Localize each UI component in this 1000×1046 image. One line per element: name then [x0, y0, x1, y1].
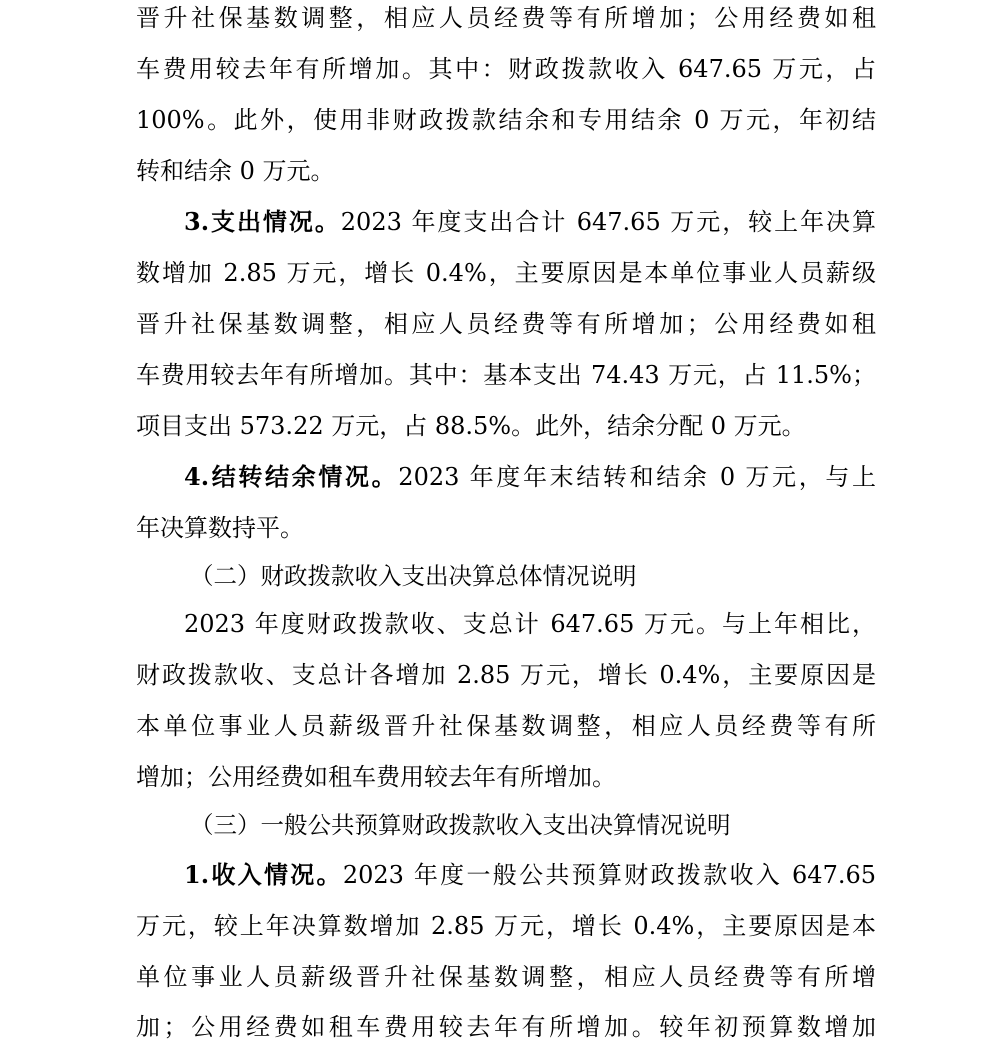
paragraph-line: 年决算数持平。	[136, 514, 304, 542]
paragraph-line: 数增加 2.85 万元，增长 0.4%，主要原因是本单位事业人员薪级	[136, 259, 876, 287]
paragraph-line: 万元，较上年决算数增加 2.85 万元，增长 0.4%，主要原因是本	[136, 912, 876, 940]
section-line-income: 1.收入情况。2023 年度一般公共预算财政拨款收入 647.65	[184, 860, 877, 889]
section-line-carryover: 4.结转结余情况。2023 年度年末结转和结余 0 万元，与上	[184, 462, 876, 491]
paragraph-line: 财政拨款收、支总计各增加 2.85 万元，增长 0.4%，主要原因是	[136, 661, 876, 689]
paragraph-line: 车费用较去年有所增加。其中：基本支出 74.43 万元，占 11.5%；	[136, 361, 876, 389]
paragraph-line: 晋升社保基数调整，相应人员经费等有所增加；公用经费如租	[136, 310, 876, 338]
paragraph-line: 增加；公用经费如租车费用较去年有所增加。	[136, 763, 616, 791]
section-label: 4.结转结余情况。	[184, 462, 399, 491]
paragraph-line: 车费用较去年有所增加。其中：财政拨款收入 647.65 万元，占	[136, 55, 876, 83]
section-line-expenditure: 3.支出情况。2023 年度支出合计 647.65 万元，较上年决算	[184, 207, 876, 236]
paragraph-line: 加；公用经费如租车费用较去年有所增加。较年初预算数增加	[136, 1013, 876, 1041]
paragraph-line: 2023 年度财政拨款收、支总计 647.65 万元。与上年相比，	[184, 610, 876, 638]
section-heading-3: （三）一般公共预算财政拨款收入支出决算情况说明	[190, 811, 731, 839]
section-label: 3.支出情况。	[184, 207, 341, 236]
paragraph-line: 本单位事业人员薪级晋升社保基数调整，相应人员经费等有所	[136, 712, 876, 740]
paragraph-line: 转和结余 0 万元。	[136, 157, 335, 185]
section-label: 1.收入情况。	[184, 860, 343, 889]
paragraph-line: 晋升社保基数调整，相应人员经费等有所增加；公用经费如租	[136, 4, 876, 32]
section-heading-2: （二）财政拨款收入支出决算总体情况说明	[190, 562, 637, 590]
paragraph-line: 单位事业人员薪级晋升社保基数调整，相应人员经费等有所增	[136, 963, 876, 991]
paragraph-line: 100%。此外，使用非财政拨款结余和专用结余 0 万元，年初结	[136, 106, 876, 134]
paragraph-line: 项目支出 573.22 万元，占 88.5%。此外，结余分配 0 万元。	[136, 412, 806, 440]
